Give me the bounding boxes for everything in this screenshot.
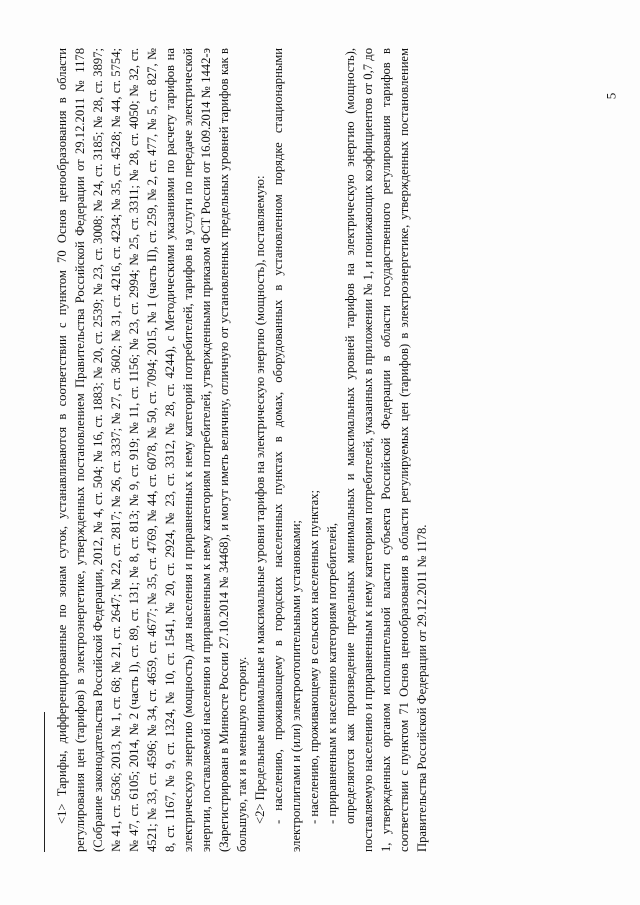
list-item: - населению, проживающему в городских населенных пунктах в домах, оборудованных в установленном порядке стационарными электроплитами и (или) электроотопительными установками; (271, 48, 303, 852)
footnote-separator (44, 712, 45, 852)
list-item: - приравненным к населению категориям потребителей, (325, 523, 339, 824)
rotated-text-block (40, 40, 600, 860)
footnote-1: <1> Тарифы, дифференцированные по зонам суток, устанавливаются в соответствии с пунктом 70 Основ ценообразования в области регулирования цен (тарифов) в электроэнергетике, утвержденных постановлением Правительства Российской Федерации от 29.12.2011 № 1178 (Собрание законодательства Российской Федерации, 2012, № 4, ст. 504; № 16, ст. 1883; № 20, ст. 2539; № 23, ст. 3008; № 24, ст. 3185; № 28, ст. 3897; № 41, ст. 5636; 2013, № 1, ст. 68; № 21, ст. 2647; № 22, ст. 2817; № 26, ст. 3337; № 27, ст. 3602; № 31, ст. 4216, ст. 4234; № 35, ст. 4528; № 44, ст. 5754; № 47, ст. 6105; 2014, № 2 (часть I), ст. 89, ст. 131; № 8, ст. 813; № 9, ст. 919; № 11, ст. 1156; № 23, ст. 2994; № 25, ст. 3311; № 28, ст. 4050; № 32, ст. 4521; № 33, ст. 4596; № 34, ст. 4659, ст. 4677; № 35, ст. 4769, № 44, ст. 6078, № 50, ст. 7094; 2015, № 1 (часть II), ст. 259, № 2, ст. 477, № 5, ст. 827, № 8, ст. 1167, № 9, ст. 1324, № 10, ст. 1541, № 20, ст. 2924, № 23, ст. 3312, № 28, ст. 4244), с Методическими указаниями по расчету тарифов на электрическую энергию (мощность) для населения и приравненных к нему категорий потребителей, тарифов на услуги по передаче электрической энергии, поставляемой населению и приравненным к нему категориям потребителей, утвержденными приказом ФСТ России от 16.09.2014 № 1442-э (Зарегистрирован в Минюсте России 27.10.2014 № 34468), и могут иметь величину, отличную от установленных предельных уровней тарифов как в большую, так и в меньшую сторону. (55, 48, 249, 852)
page-number: 5 (602, 92, 618, 100)
footnote-2: <2> Предельные минимальные и максимальные уровни тарифов на электрическую энергию (мощность), поставляемую: (253, 175, 267, 824)
list-item: - населению, проживающему в сельских населенных пунктах; (307, 489, 321, 824)
closing-paragraph: определяются как произведение предельных минимальных и максимальных уровней тарифов на электрическую энергию (мощность), поставляемую населению и приравненным к нему категориям потребителей, указанных в приложении № 1, и понижающих коэффициентов от 0,7 до 1, утвержденных органом исполнительной власти субъекта Российской Федерации в области государственного регулирования тарифов в соответствии с пунктом 71 Основ ценообразования в области регулируемых цен (тарифов) в электроэнергетике, утвержденных постановлением Правительства Российской Федерации от 29.12.2011 № 1178. (343, 48, 429, 852)
